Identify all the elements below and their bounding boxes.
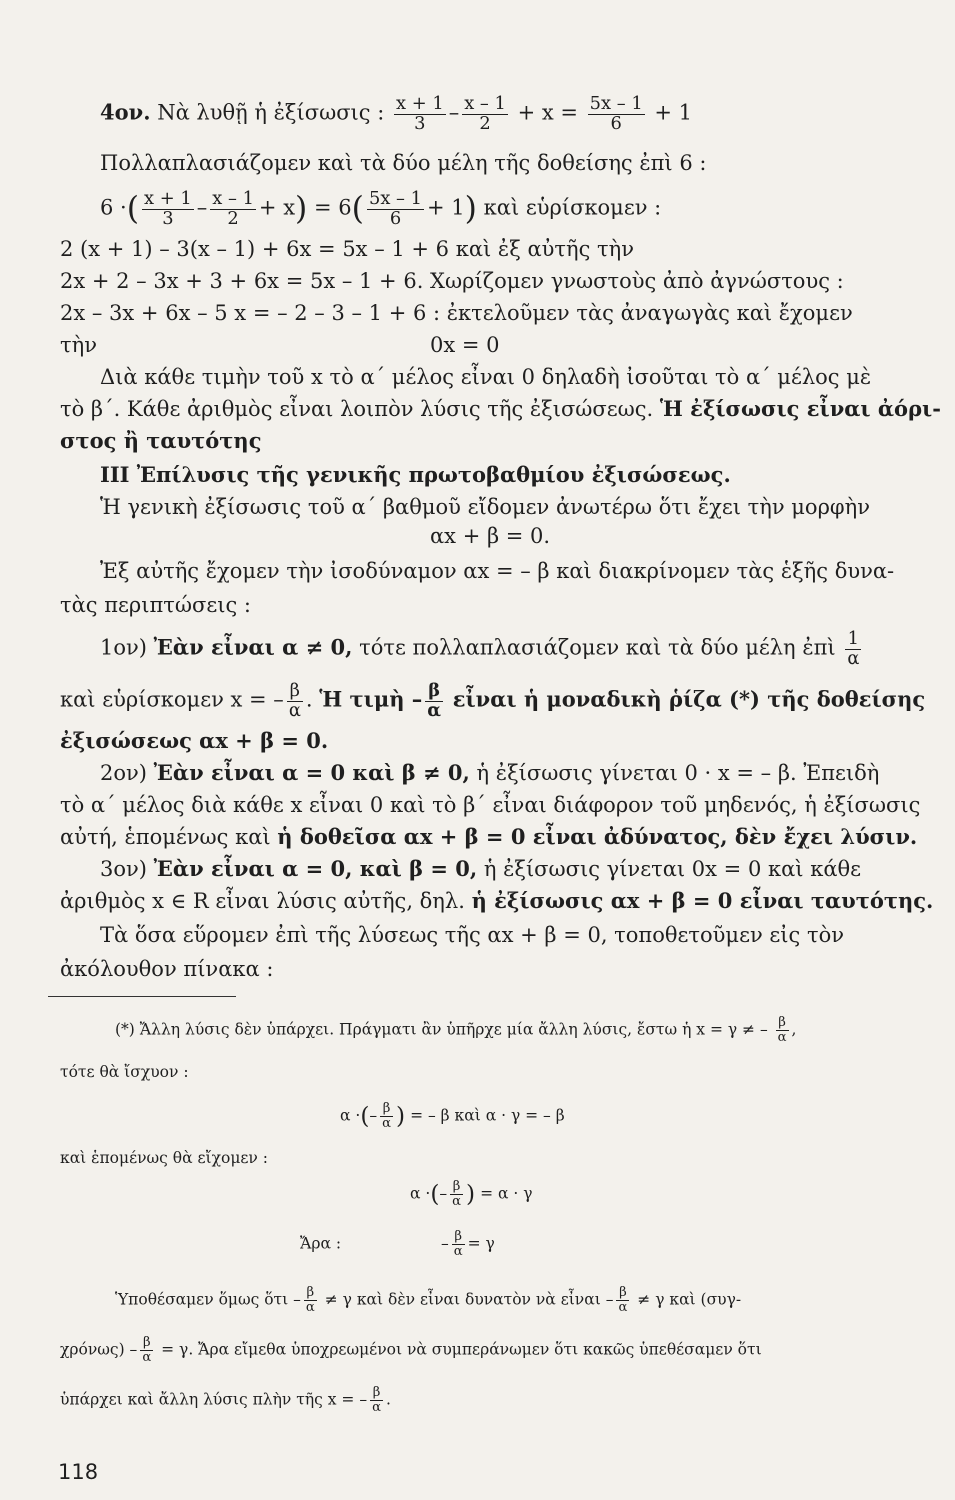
section-heading: ΙΙΙ Ἐπίλυσις τῆς γενικῆς πρωτοβαθμίου ἐξισώσεως. [100, 462, 731, 487]
footnote-divider [48, 996, 236, 997]
footnote-line: καὶ ἑπομένως θὰ εἴχομεν : [60, 1149, 269, 1167]
footnote-line: χρόνως) – $\frac{\beta}{\alpha}$ = γ. Ἄρα εἴμεθα ὑποχρεωμένοι νὰ συμπεράνωμεν ὅτι κακῶς ὑπεθέσαμεν ὅτι [60, 1335, 762, 1365]
footnote-line: ὑπάρχει καὶ ἄλλη λύσις πλὴν τῆς x = – $\frac{\beta}{\alpha}$ . [60, 1385, 391, 1415]
text-line: 2x – 3x + 6x – 5 x = – 2 – 3 – 1 + 6 : ἐκτελοῦμεν τὰς ἀναγωγὰς καὶ ἔχομεν [60, 301, 853, 325]
text-line: τὸ β΄. Κάθε ἀριθμὸς εἶναι λοιπὸν λύσις τῆς ἐξισώσεως. Ἡ ἐξίσωσις εἶναι ἀόρι- [60, 396, 941, 421]
footnote-line: (*) Ἄλλη λύσις δὲν ὑπάρχει. Πράγματι ἂν ὑπῆρχε μία ἄλλη λύσις, ἔστω ἡ x = γ ≠ – $\frac{\beta}{\alpha}$ , [115, 1015, 797, 1045]
fraction: $\frac{x - 1}{2}$ [464, 93, 506, 134]
case-1: 1ον) Ἐὰν εἶναι α ≠ 0, τότε πολλαπλασιάζομεν καὶ τὰ δύο μέλη ἐπὶ $\frac{1}{\alpha}$ [100, 628, 860, 669]
text-line: τὰς περιπτώσεις : [60, 593, 251, 617]
text-line: Τὰ ὅσα εὕρομεν ἐπὶ τῆς λύσεως τῆς αx + β = 0, τοποθετοῦμεν εἰς τὸν [100, 923, 844, 947]
equation-line: αx + β = 0. [430, 524, 551, 548]
text-line: τὴν 0x = 0 [60, 333, 500, 357]
text-line: 2 (x + 1) – 3(x – 1) + 6x = 5x – 1 + 6 καὶ ἐξ αὐτῆς τὴν [60, 237, 634, 261]
text-line: καὶ εὑρίσκομεν x = – $\frac{\beta}{\alpha}$ . Ἡ τιμὴ – $\frac{\beta}{\alpha}$ εἶναι ἡ μοναδικὴ ῥίζα (*) τῆς δοθείσης [60, 680, 926, 721]
text-line: ἐξισώσεως αx + β = 0. [60, 728, 329, 753]
text-line: Ἐξ αὐτῆς ἔχομεν τὴν ἰσοδύναμον αx = – β καὶ διακρίνομεν τὰς ἑξῆς δυνα- [100, 559, 895, 583]
problem-label: 4ον. [100, 99, 151, 125]
text-line: τὸ α΄ μέλος διὰ κάθε x εἶναι 0 καὶ τὸ β΄ εἶναι διάφορον τοῦ μηδενός, ἡ ἐξίσωσις [60, 793, 921, 817]
footnote-line: τότε θὰ ἴσχυον : [60, 1063, 189, 1081]
problem-statement: 4ον. Νὰ λυθῇ ἡ ἐξίσωσις : $\frac{x + 1}{3}$ – $\frac{x - 1}{2}$ + x = $\frac{5x - 1}{6}$ + 1 [100, 93, 693, 134]
text-line: Πολλαπλασιάζομεν καὶ τὰ δύο μέλη τῆς δοθείσης ἐπὶ 6 : [100, 151, 707, 175]
equation-line: 6 ·( $\frac{x + 1}{3}$ – $\frac{x - 1}{2}$ + x) = 6( $\frac{5x - 1}{6}$ + 1) καὶ εὑρίσκομεν : [100, 188, 662, 229]
text-line: αὐτή, ἑπομένως καὶ ἡ δοθεῖσα αx + β = 0 εἶναι ἀδύνατος, δὲν ἔχει λύσιν. [60, 824, 918, 849]
footnote-equation: α ·(– $\frac{\beta}{\alpha}$ ) = – β καὶ α · γ = – β [340, 1101, 565, 1131]
problem-prefix: Νὰ λυθῇ ἡ ἐξίσωσις : [157, 100, 385, 125]
fraction: $\frac{5x - 1}{6}$ [589, 93, 643, 134]
footnote-equation: Ἄρα : – $\frac{\beta}{\alpha}$ = γ [300, 1229, 495, 1259]
footnote-line: Ὑποθέσαμεν ὅμως ὅτι – $\frac{\beta}{\alpha}$ ≠ γ καὶ δὲν εἶναι δυνατὸν νὰ εἶναι – $\frac{\beta}{\alpha}$ ≠ γ καὶ (συγ- [115, 1285, 742, 1315]
text-line: Ἡ γενικὴ ἐξίσωσις τοῦ α΄ βαθμοῦ εἴδομεν ἀνωτέρω ὅτι ἔχει τὴν μορφὴν [100, 495, 870, 519]
text-line: ἀκόλουθον πίνακα : [60, 957, 274, 981]
text-line: ἀριθμὸς x ∈ R εἶναι λύσις αὐτῆς, δηλ. ἡ ἐξίσωσις αx + β = 0 εἶναι ταυτότης. [60, 888, 934, 913]
fraction: $\frac{x + 1}{3}$ [395, 93, 444, 134]
case-3: 3ον) Ἐὰν εἶναι α = 0, καὶ β = 0, ἡ ἐξίσωσις γίνεται 0x = 0 καὶ κάθε [100, 856, 862, 881]
footnote-equation: α ·(– $\frac{\beta}{\alpha}$ ) = α · γ [410, 1179, 533, 1209]
text-line: Διὰ κάθε τιμὴν τοῦ x τὸ α΄ μέλος εἶναι 0 δηλαδὴ ἰσοῦται τὸ α΄ μέλος μὲ [100, 365, 872, 389]
case-2: 2ον) Ἐὰν εἶναι α = 0 καὶ β ≠ 0, ἡ ἐξίσωσις γίνεται 0 · x = – β. Ἐπειδὴ [100, 760, 880, 785]
text-line: 2x + 2 – 3x + 3 + 6x = 5x – 1 + 6. Χωρίζομεν γνωστοὺς ἀπὸ ἀγνώστους : [60, 269, 844, 293]
text-line: στος ἢ ταυτότης [60, 428, 262, 453]
page-number: 118 [58, 1460, 99, 1484]
